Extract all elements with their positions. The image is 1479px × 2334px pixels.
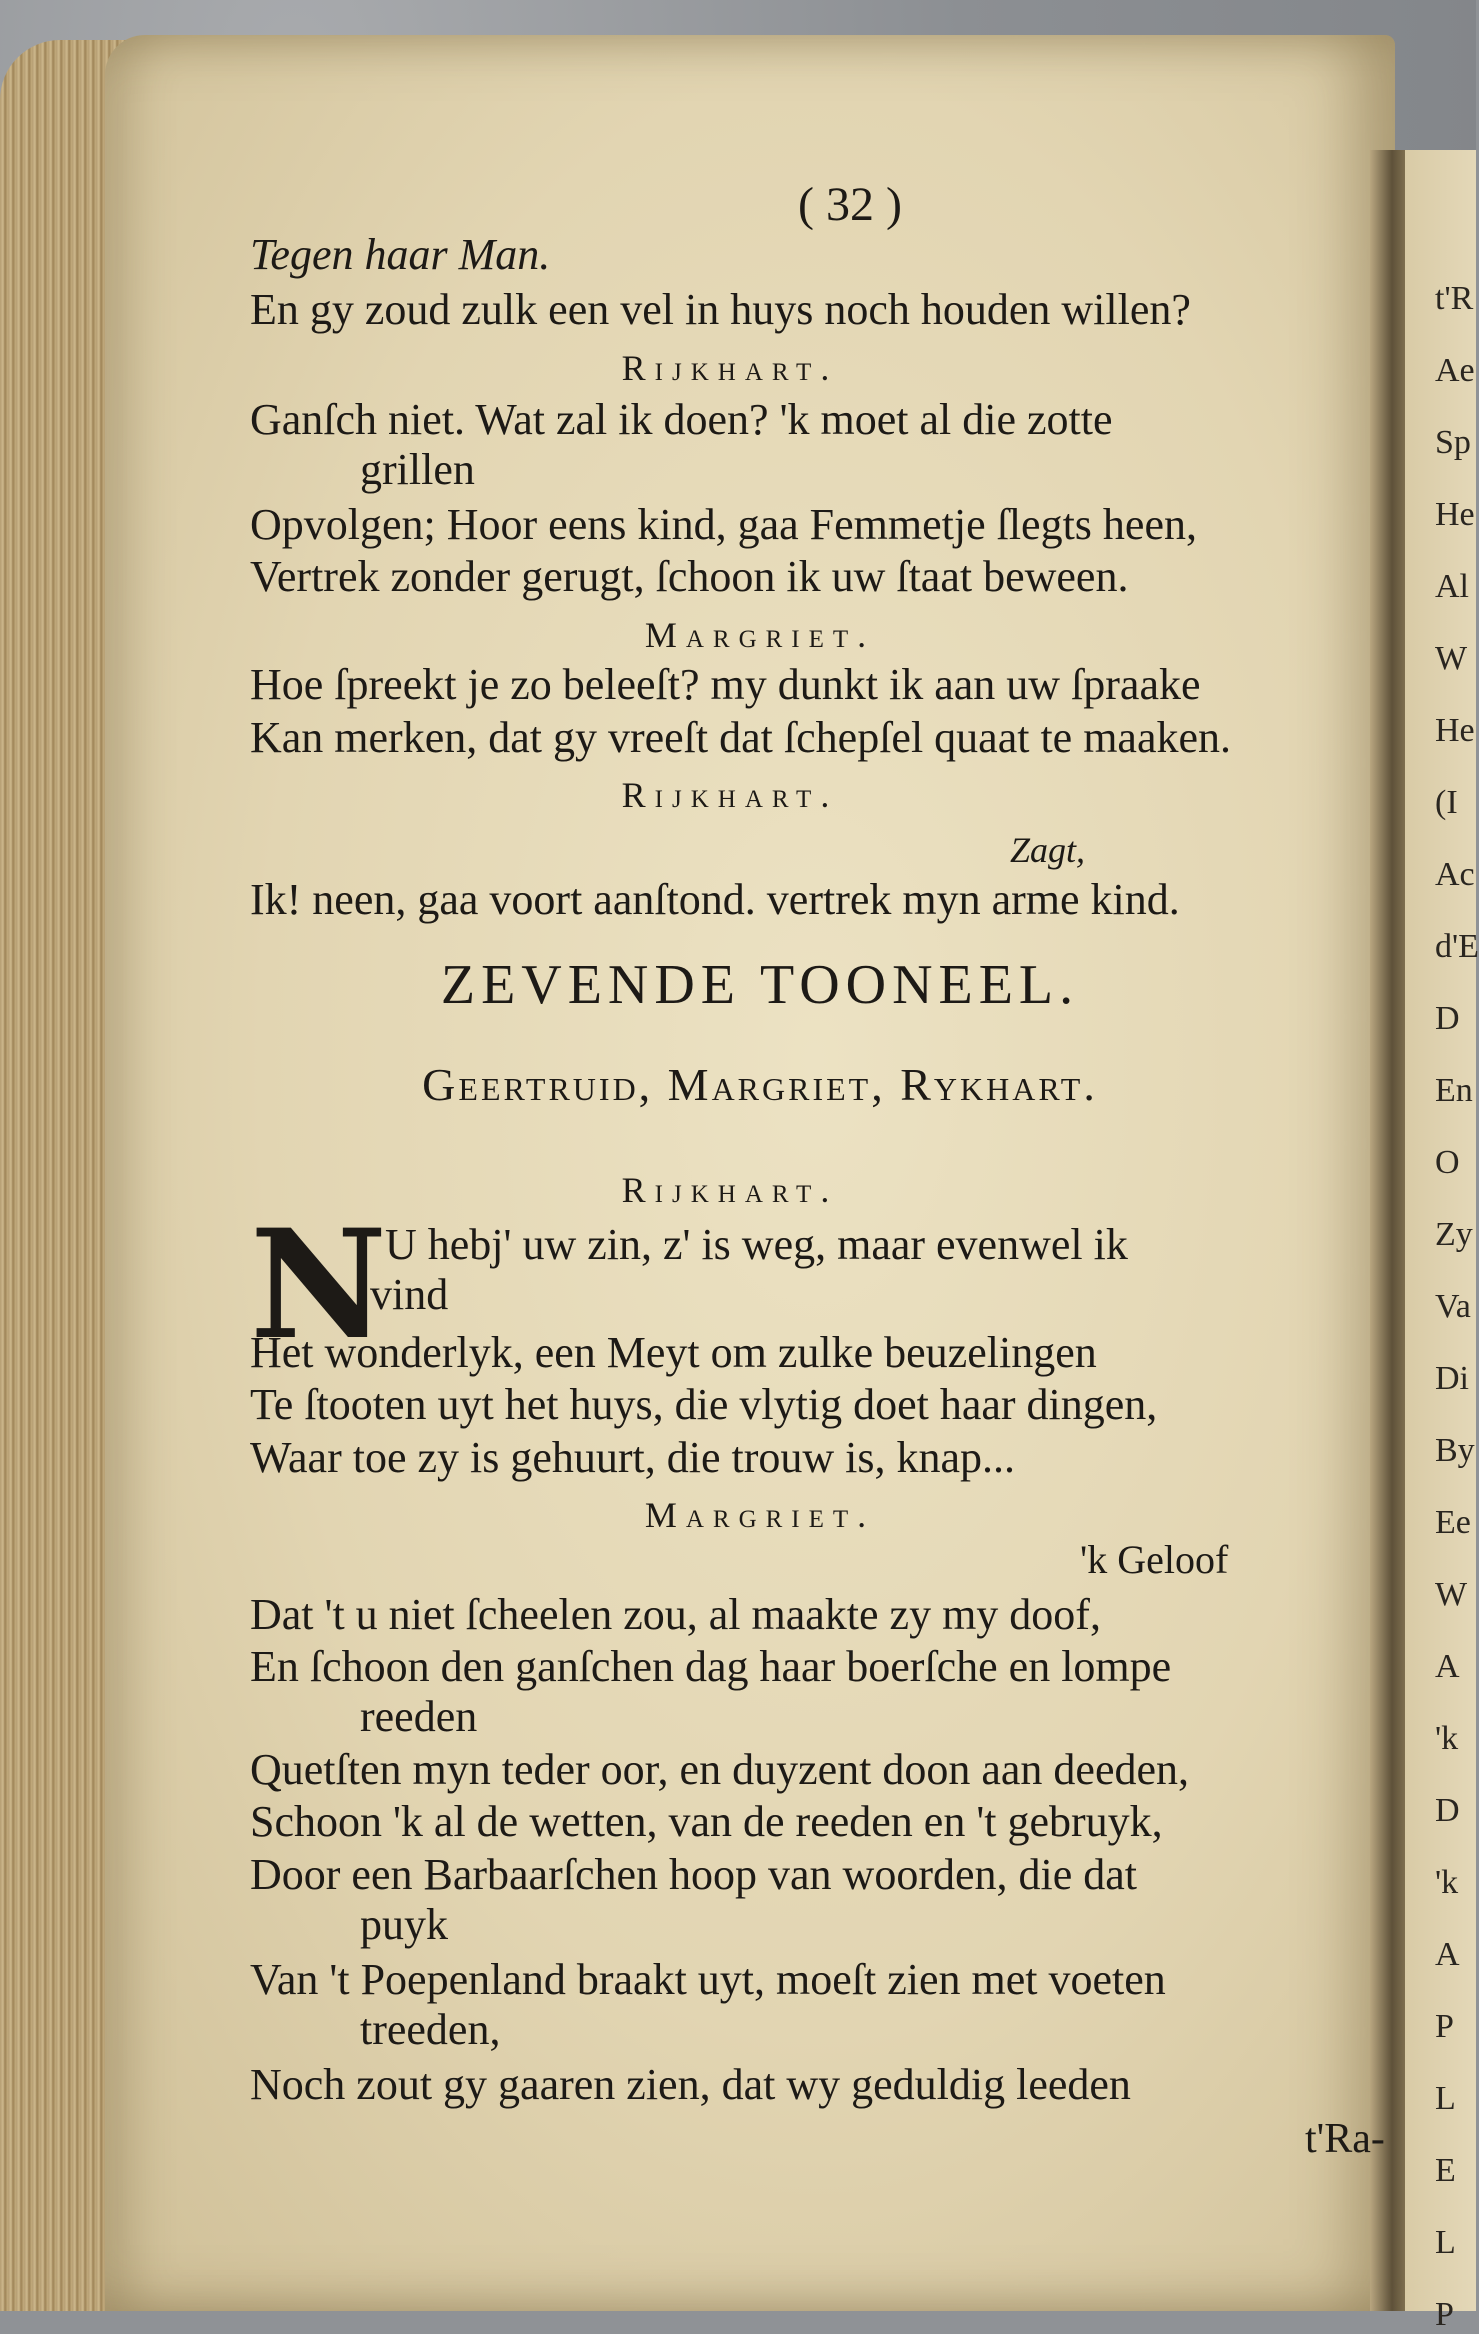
facing-page-text-fragment: Sp bbox=[1435, 424, 1471, 461]
verse-line: Dat 't u niet ſcheelen zou, al maakte zy my doof, bbox=[250, 1590, 1101, 1639]
facing-page-text-fragment: D bbox=[1435, 1792, 1460, 1829]
verse-line: Het wonderlyk, een Meyt om zulke beuzelingen bbox=[250, 1328, 1097, 1377]
verse-line: Ik! neen, gaa voort aanſtond. vertrek myn arme kind. bbox=[250, 875, 1180, 924]
facing-page-text-fragment: P bbox=[1435, 2008, 1454, 2045]
verse-line: Kan merken, dat gy vreeſt dat ſchepſel quaat te maaken. bbox=[250, 713, 1232, 762]
facing-page-text-fragment: By bbox=[1435, 1432, 1475, 1469]
verse-line: Waar toe zy is gehuurt, die trouw is, knap... bbox=[250, 1433, 1016, 1482]
facing-page-text-fragment: (I bbox=[1435, 784, 1458, 821]
facing-page-text-fragment: t'R bbox=[1435, 280, 1474, 317]
verse-line: Door een Barbaarſchen hoop van woorden, die dat bbox=[250, 1850, 1138, 1899]
verse-line-continuation: treeden, bbox=[360, 2005, 501, 2054]
verse-line: Schoon 'k al de wetten, van de reeden en 't gebruyk, bbox=[250, 1797, 1163, 1846]
book-gutter bbox=[1370, 150, 1410, 2311]
facing-page-fragment bbox=[1405, 150, 1479, 2333]
speaker-name: Rijkhart. bbox=[621, 775, 839, 815]
facing-page-text-fragment: Ae bbox=[1435, 352, 1475, 389]
verse-line: Vertrek zonder gerugt, ſchoon ik uw ſtaat beween. bbox=[250, 552, 1129, 601]
verse-line-continuation: puyk bbox=[360, 1900, 448, 1949]
speaker-name: Rijkhart. bbox=[621, 1170, 839, 1210]
facing-page-text-fragment: Ee bbox=[1435, 1504, 1471, 1541]
verse-line-continuation: reeden bbox=[360, 1692, 478, 1741]
facing-page-text-fragment: P bbox=[1435, 2296, 1454, 2333]
verse-line: Te ſtooten uyt het huys, die vlytig doet haar dingen, bbox=[250, 1380, 1158, 1429]
facing-page-text-fragment: Al bbox=[1435, 568, 1469, 605]
facing-page-text-fragment: A bbox=[1435, 1648, 1460, 1685]
facing-page-text-fragment: d'E bbox=[1435, 928, 1479, 965]
drop-cap: N bbox=[250, 1197, 388, 1373]
facing-page-text-fragment: En bbox=[1435, 1072, 1473, 1109]
facing-page-text-fragment: D bbox=[1435, 1000, 1460, 1037]
facing-page-text-fragment: A bbox=[1435, 1936, 1460, 1973]
verse-line: En ſchoon den ganſchen dag haar boerſche en lompe bbox=[250, 1642, 1172, 1691]
stage-direction: Tegen haar Man. bbox=[250, 230, 551, 279]
verse-line: Opvolgen; Hoor eens kind, gaa Femmetje ſlegts heen, bbox=[250, 500, 1197, 549]
facing-page-text-fragment: He bbox=[1435, 496, 1475, 533]
verse-line-fragment: 'k Geloof bbox=[1080, 1537, 1229, 1582]
verse-line: Noch zout gy gaaren zien, dat wy geduldig leeden bbox=[250, 2060, 1131, 2109]
facing-page-text-fragment: Zy bbox=[1435, 1216, 1473, 1253]
facing-page-text-fragment: Di bbox=[1435, 1360, 1469, 1397]
page-number: ( 32 ) bbox=[798, 178, 902, 231]
speaker-name: Margriet. bbox=[644, 615, 876, 655]
verse-line: Ganſch niet. Wat zal ik doen? 'k moet al die zotte bbox=[250, 395, 1113, 444]
scene-title: ZEVENDE TOONEEL. bbox=[440, 954, 1080, 1016]
catchword: t'Ra- bbox=[1305, 2116, 1385, 2162]
speaker-name: Margriet. bbox=[644, 1495, 876, 1535]
verse-line: Hoe ſpreekt je zo beleeſt? my dunkt ik aan uw ſpraake bbox=[250, 660, 1201, 709]
facing-page-text-fragment: L bbox=[1435, 2224, 1456, 2261]
verse-line: Van 't Poepenland braakt uyt, moeſt zien met voeten bbox=[250, 1955, 1166, 2004]
facing-page-text-fragment: Ac bbox=[1435, 856, 1475, 893]
speaker-name: Rijkhart. bbox=[621, 348, 839, 388]
facing-page-text-fragment: O bbox=[1435, 1144, 1460, 1181]
verse-line: En gy zoud zulk een vel in huys noch houden willen? bbox=[250, 285, 1191, 334]
verse-line: U hebj' uw zin, z' is weg, maar evenwel ik bbox=[385, 1220, 1128, 1269]
facing-page-text-fragment: 'k bbox=[1435, 1720, 1459, 1757]
aside-direction: Zagt, bbox=[1010, 830, 1086, 870]
facing-page-text-fragment: E bbox=[1435, 2152, 1456, 2189]
verse-line-continuation: grillen bbox=[360, 445, 475, 494]
facing-page-text-fragment: Va bbox=[1435, 1288, 1471, 1325]
facing-page-text-fragment: W bbox=[1435, 1576, 1468, 1613]
verse-line: Quetſten myn teder oor, en duyzent doon aan deeden, bbox=[250, 1745, 1190, 1794]
facing-page-text-fragment: He bbox=[1435, 712, 1475, 749]
verse-line-continuation: vind bbox=[370, 1270, 449, 1319]
facing-page-text-fragment: W bbox=[1435, 640, 1468, 677]
scene-characters: Geertruid, Margriet, Rykhart. bbox=[422, 1059, 1098, 1110]
facing-page-text-fragment: 'k bbox=[1435, 1864, 1459, 1901]
facing-page-text-fragment: L bbox=[1435, 2080, 1456, 2117]
